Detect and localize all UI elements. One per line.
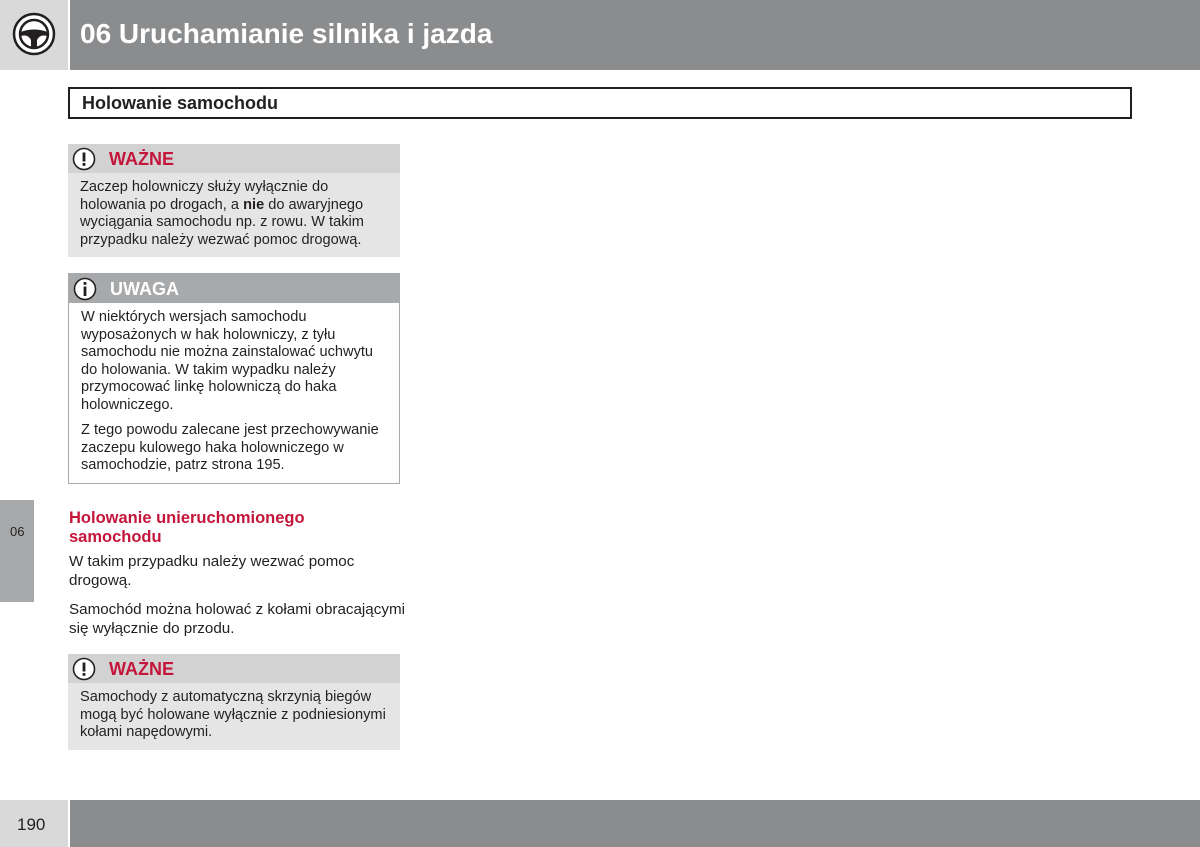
callout-text: Samochody z automatyczną skrzynią biegów mogą być holowane wyłącznie z podniesionymi kołami napędowymi. bbox=[80, 689, 386, 740]
info-icon bbox=[73, 277, 97, 301]
section-title-box bbox=[68, 87, 1132, 119]
subsection-heading: Holowanie unieruchomionego samochodu bbox=[69, 509, 305, 546]
callout-label: UWAGA bbox=[110, 279, 179, 299]
callout-text: Zaczep holowniczy służy wyłącznie do holowania po drogach, a nie do awaryjnego wyciągania samochodu np. z rowu. W takim przypadku należy wezwać pomoc drogową. bbox=[80, 179, 364, 248]
callout-label: WAŻNE bbox=[109, 659, 174, 679]
body-paragraph: W takim przypadku należy wezwać pomoc drogową. bbox=[69, 553, 355, 589]
note-callout bbox=[68, 273, 400, 484]
section-title: Holowanie samochodu bbox=[82, 93, 279, 113]
exclamation-icon bbox=[72, 657, 96, 681]
body-paragraph: Samochód można holować z kołami obracającymi się wyłącznie do przodu. bbox=[69, 601, 405, 637]
page-title: 06 Uruchamianie silnika i jazda bbox=[80, 18, 493, 49]
emphasis: nie bbox=[243, 196, 265, 213]
callout-header bbox=[69, 274, 399, 303]
important-callout bbox=[68, 654, 400, 750]
steering-wheel-icon bbox=[12, 12, 56, 56]
exclamation-icon bbox=[72, 147, 96, 171]
header-icon-panel bbox=[0, 0, 68, 70]
callout-body bbox=[68, 683, 400, 750]
callout-label: WAŻNE bbox=[109, 149, 174, 169]
footer-bar bbox=[70, 800, 1200, 847]
callout-paragraph: Z tego powodu zalecane jest przechowywanie zaczepu kulowego haka holowniczego w samochodzie, patrz strona 195. bbox=[81, 422, 379, 473]
important-callout bbox=[68, 144, 400, 257]
chapter-number: 06 bbox=[10, 524, 25, 539]
page-number: 190 bbox=[17, 815, 46, 834]
callout-header bbox=[68, 144, 400, 173]
chapter-side-tab bbox=[0, 500, 34, 602]
callout-body bbox=[69, 303, 399, 483]
callout-paragraph: W niektórych wersjach samochodu wyposażonych w hak holowniczy, z tyłu samochodu nie można zainstalować uchwytu do holowania. W takim wypadku należy przymocować linkę holowniczą do haka holowniczego. bbox=[81, 309, 374, 413]
callout-body bbox=[68, 173, 400, 257]
callout-header bbox=[68, 654, 400, 683]
